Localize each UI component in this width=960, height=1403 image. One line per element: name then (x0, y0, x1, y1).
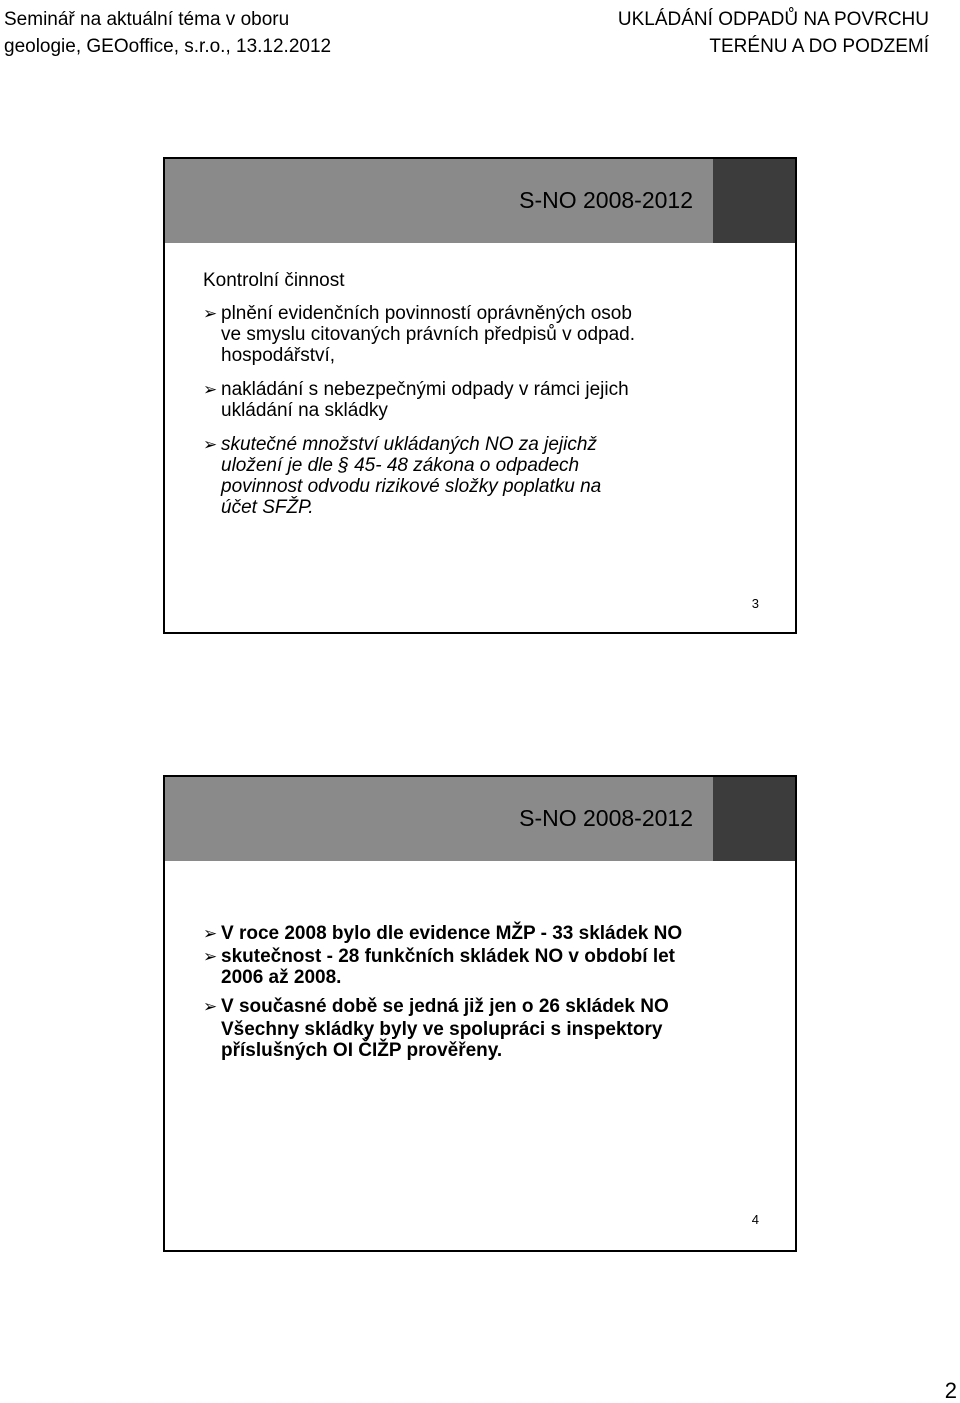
list-item (203, 996, 682, 1017)
arrow-bullet-icon: ➢ (203, 997, 218, 1016)
slide-number: 3 (751, 596, 759, 611)
bullet-text: skutečné množství ukládaných NO za jejichž uložení je dle § 45- 48 zákona o odpadech povinnost odvodu rizikové složky poplatku na účet SFŽP. (221, 434, 602, 518)
bullet-text: nakládání s nebezpečnými odpady v rámci jejich ukládání na skládky (221, 379, 629, 421)
list-item (203, 379, 635, 421)
bullet-list (203, 923, 682, 1069)
slide-title-accent (713, 777, 795, 861)
slide-title: S-NO 2008-2012 (519, 805, 693, 831)
page-header-left (4, 6, 331, 60)
page-number: 2 (944, 1378, 957, 1403)
arrow-bullet-icon: ➢ (203, 435, 218, 454)
page-header-right (618, 6, 929, 60)
bullet-text: V současné době se jedná již jen o 26 skládek NO (221, 996, 669, 1017)
bullet-text: V roce 2008 bylo dle evidence MŽP - 33 skládek NO (221, 923, 683, 944)
header-topic-line2: TERÉNU A DO PODZEMÍ (709, 36, 929, 57)
arrow-bullet-icon: ➢ (203, 924, 218, 943)
note-text: Všechny skládky byly ve spolupráci s inspektory příslušných OI ČIŽP prověřeny. (221, 1019, 663, 1061)
arrow-bullet-icon: ➢ (203, 947, 218, 966)
bullet-text: plnění evidenčních povinností oprávněných osob ve smyslu citovaných právních předpisů v odpad. hospodářství, (221, 303, 635, 366)
slide-4 (163, 775, 797, 1252)
slide-number: 4 (751, 1212, 759, 1227)
arrow-bullet-icon: ➢ (203, 304, 218, 323)
slide-title-accent (713, 159, 795, 243)
list-item (203, 303, 635, 366)
header-seminar-title: Seminář na aktuální téma v oboru (4, 9, 290, 30)
slide-heading: Kontrolní činnost (203, 270, 345, 291)
bullet-list (203, 303, 635, 531)
list-item (203, 923, 682, 944)
list-item-note (203, 1019, 682, 1061)
header-topic-line1: UKLÁDÁNÍ ODPADŮ NA POVRCHU (617, 9, 929, 30)
slide-3 (163, 157, 797, 634)
header-organizer: geologie, GEOoffice, s.r.o., 13.12.2012 (4, 36, 332, 57)
list-item (203, 434, 635, 518)
slide-title-bar (165, 777, 795, 861)
slide-title-bar (165, 159, 795, 243)
slide-title: S-NO 2008-2012 (519, 187, 693, 213)
bullet-text: skutečnost - 28 funkčních skládek NO v období let 2006 až 2008. (221, 946, 675, 988)
list-item (203, 946, 682, 988)
arrow-bullet-icon: ➢ (203, 380, 218, 399)
